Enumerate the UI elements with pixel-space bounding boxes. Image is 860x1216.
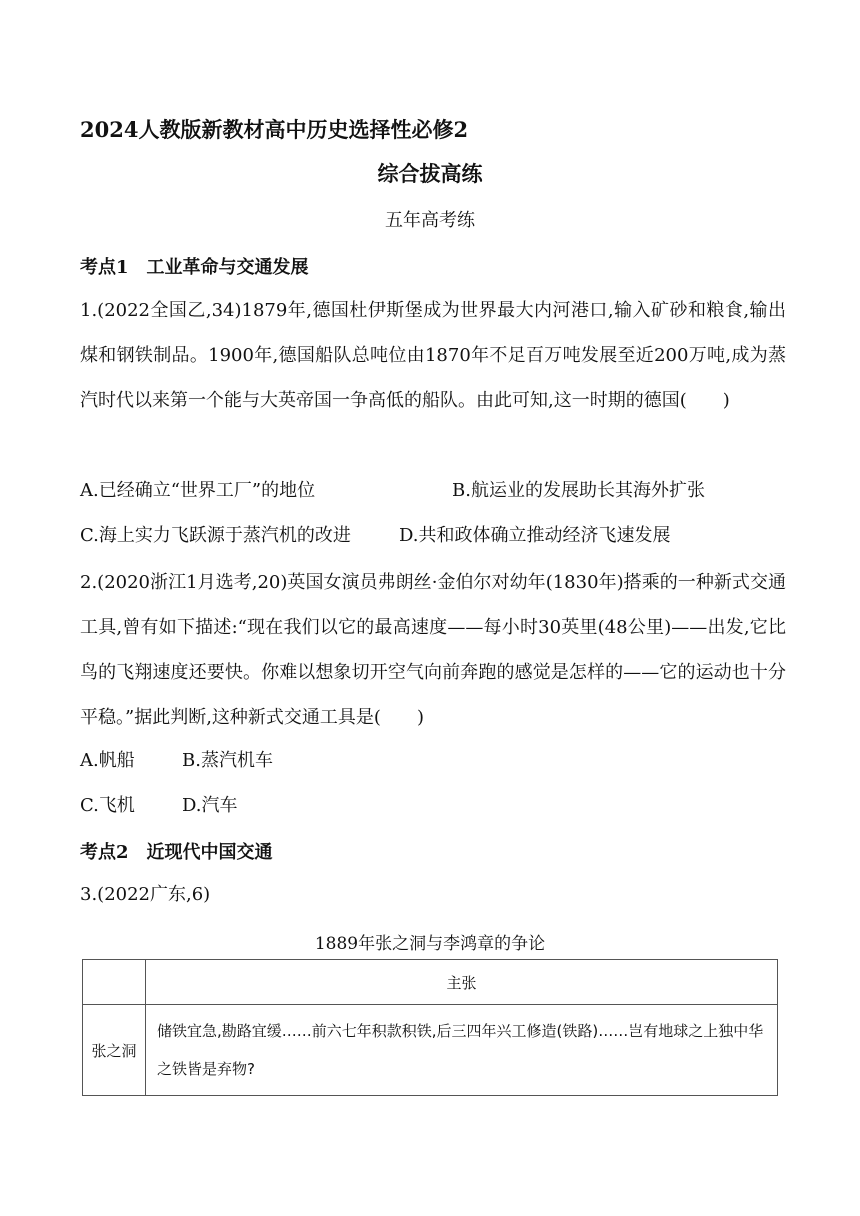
header-cell-empty — [83, 960, 146, 1005]
topic-title: 近现代中国交通 — [146, 842, 273, 863]
question-1-options-row-2 — [80, 521, 671, 547]
topic-number: 考点2 — [80, 842, 129, 863]
person-cell: 张之洞 — [83, 1005, 146, 1096]
question-2-options-row-1 — [80, 746, 273, 772]
question-2-stem: 2.(2020浙江1月选考,20)英国女演员弗朗丝·金伯尔对幼年(1830年)搭乘的一种新式交通工具,曾有如下描述:“现在我们以它的最高速度——每小时30英里(48公里)——出发,它比鸟的飞翔速度还要快。你难以想象切开空气向前奔跑的感觉是怎样的——它的运动也十分平稳。”据此判断,这种新式交通工具是( ) — [80, 572, 786, 728]
topic-title: 工业革命与交通发展 — [146, 257, 309, 278]
option-a: A.帆船 — [80, 750, 135, 771]
claim-text: 储铁宜急,勘路宜缓……前六七年积款积铁,后三四年兴工修造(铁路)……岂有地球之上独中华之铁皆是弃物? — [157, 1022, 764, 1078]
option-c: C.海上实力飞跃源于蒸汽机的改进 — [80, 525, 351, 546]
question-3-stem: 3.(2022广东,6) — [80, 884, 211, 905]
topic-heading-1 — [80, 253, 309, 279]
option-d: D.汽车 — [182, 795, 238, 816]
subsection-title: 五年高考练 — [385, 210, 475, 231]
question-2-options-row-2 — [80, 791, 238, 817]
option-c: C.飞机 — [80, 795, 135, 816]
doc-title: 2024人教版新教材高中历史选择性必修2 — [80, 117, 469, 142]
option-d: D.共和政体确立推动经济飞速发展 — [399, 525, 671, 546]
topic-number: 考点1 — [80, 257, 129, 278]
claim-cell — [146, 1005, 778, 1096]
option-b: B.航运业的发展助长其海外扩张 — [452, 480, 705, 501]
section-title: 综合拔高练 — [377, 161, 483, 186]
header-cell-claim: 主张 — [146, 960, 778, 1005]
table-row — [83, 1005, 778, 1096]
table-caption: 1889年张之洞与李鸿章的争论 — [314, 934, 546, 954]
debate-table — [82, 959, 778, 1096]
table-header-row — [83, 960, 778, 1005]
option-a: A.已经确立“世界工厂”的地位 — [80, 480, 316, 501]
question-1-options-row-1 — [80, 476, 705, 502]
option-b: B.蒸汽机车 — [182, 750, 273, 771]
question-1-stem: 1.(2022全国乙,34)1879年,德国杜伊斯堡成为世界最大内河港口,输入矿砂和粮食,输出煤和钢铁制品。1900年,德国船队总吨位由1870年不足百万吨发展至近200万吨,成为蒸汽时代以来第一个能与大英帝国一争高低的船队。由此可知,这一时期的德国( ) — [80, 300, 786, 411]
topic-heading-2 — [80, 838, 273, 864]
